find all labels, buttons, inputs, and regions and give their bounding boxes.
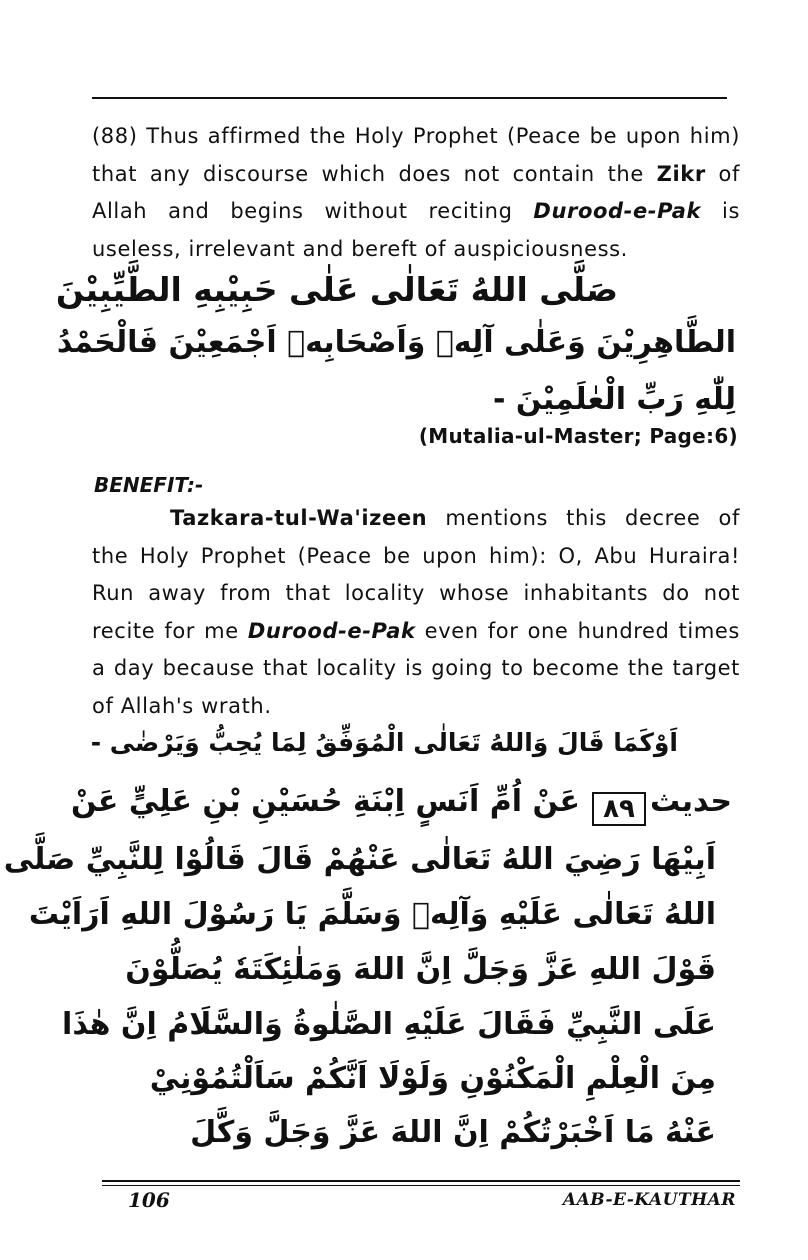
benefit-paragraph: Tazkara-tul-Wa'izeen mentions this decree of the Holy Prophet (Peace be upon him): O, Abu Huraira! Run away from that locality whose inhabitants do not recite for me Durood-e-Pak even for one hundred times a day because that locality is going to become the target of Allah's wrath. — [92, 506, 740, 718]
top-rule — [92, 97, 727, 99]
hadith-label — [592, 784, 732, 826]
benefit-heading: BENEFIT:- — [94, 473, 204, 497]
arabic-salutation-line-3: لِلّٰهِ رَبِّ الْعٰلَمِيْنَ - — [493, 382, 736, 417]
source-reference: (Mutalia-ul-Master; Page:6) — [418, 424, 738, 448]
hadith-line-7: عَنْهُ مَا اَخْبَرْتُكُمْ اِنَّ اللهَ عَزَّ وَجَلَّ وَكَّلَ — [190, 1115, 716, 1150]
hadith-line-3: اللهُ تَعَالٰى عَلَيْهِ وَآلِهٖ وَسَلَّمَ يَا رَسُوْلَ اللهِ اَرَاَيْتَ — [28, 897, 716, 932]
footer-rule-top — [102, 1180, 740, 1182]
arabic-salutation-line-1: صَلَّى اللهُ تَعَالٰى عَلٰى حَبِيْبِهِ الطَّيِّبِيْنَ — [55, 270, 618, 309]
hadith-line-4: قَوْلَ اللهِ عَزَّ وَجَلَّ اِنَّ اللهَ وَمَلٰئِكَتَهٗ يُصَلُّوْنَ — [125, 952, 716, 987]
hadith-line-5: عَلَى النَّبِيِّ فَقَالَ عَلَيْهِ الصَّلٰوةُ وَالسَّلَامُ اِنَّ هٰذَا — [62, 1007, 716, 1042]
hadith-line-1: عَنْ اُمِّ اَنَسٍ اِبْنَةِ حُسَيْنِ بْنِ عَلِيٍّ عَنْ — [70, 784, 580, 819]
arabic-salutation-line-2: الطَّاهِرِيْنَ وَعَلٰى آلِهٖ وَاَصْحَابِهٖ اَجْمَعِيْنَ فَالْحَمْدُ — [56, 325, 736, 360]
footer-rule-bottom — [102, 1185, 740, 1186]
hadith-line-6: مِنَ الْعِلْمِ الْمَكْنُوْنِ وَلَوْلَا اَنَّكُمْ سَاَلْتُمُوْنِيْ — [149, 1061, 716, 1096]
hadith-word: حديث — [650, 784, 732, 819]
term-zikr: Zikr — [656, 161, 706, 186]
term-durood-e-pak: Durood-e-Pak — [247, 618, 416, 643]
arabic-closing-line: اَوْكَمَا قَالَ وَاللهُ تَعَالٰى الْمُوَفِّقُ لِمَا يُحِبُّ وَيَرْضٰى - — [90, 728, 678, 757]
term-durood-e-pak: Durood-e-Pak — [533, 199, 702, 223]
paragraph-88: (88) Thus affirmed the Holy Prophet (Peace be upon him) that any discourse which does not contain the Zikr of Allah and begins without reciting Durood-e-Pak is useless, irrelevant and bereft of auspiciousness. — [92, 124, 741, 261]
hadith-line-2: اَبِيْهَا رَضِيَ اللهُ تَعَالٰى عَنْهُمْ قَالَ قَالُوْا لِلنَّبِيِّ صَلَّى — [3, 842, 716, 877]
book-title: AAB-E-KAUTHAR — [562, 1190, 736, 1210]
hadith-number: ٨٩ — [592, 792, 646, 826]
source-title: Tazkara-tul-Wa'izeen — [170, 506, 428, 530]
page-number: 106 — [128, 1188, 170, 1212]
paragraph-number: (88) — [92, 124, 138, 148]
